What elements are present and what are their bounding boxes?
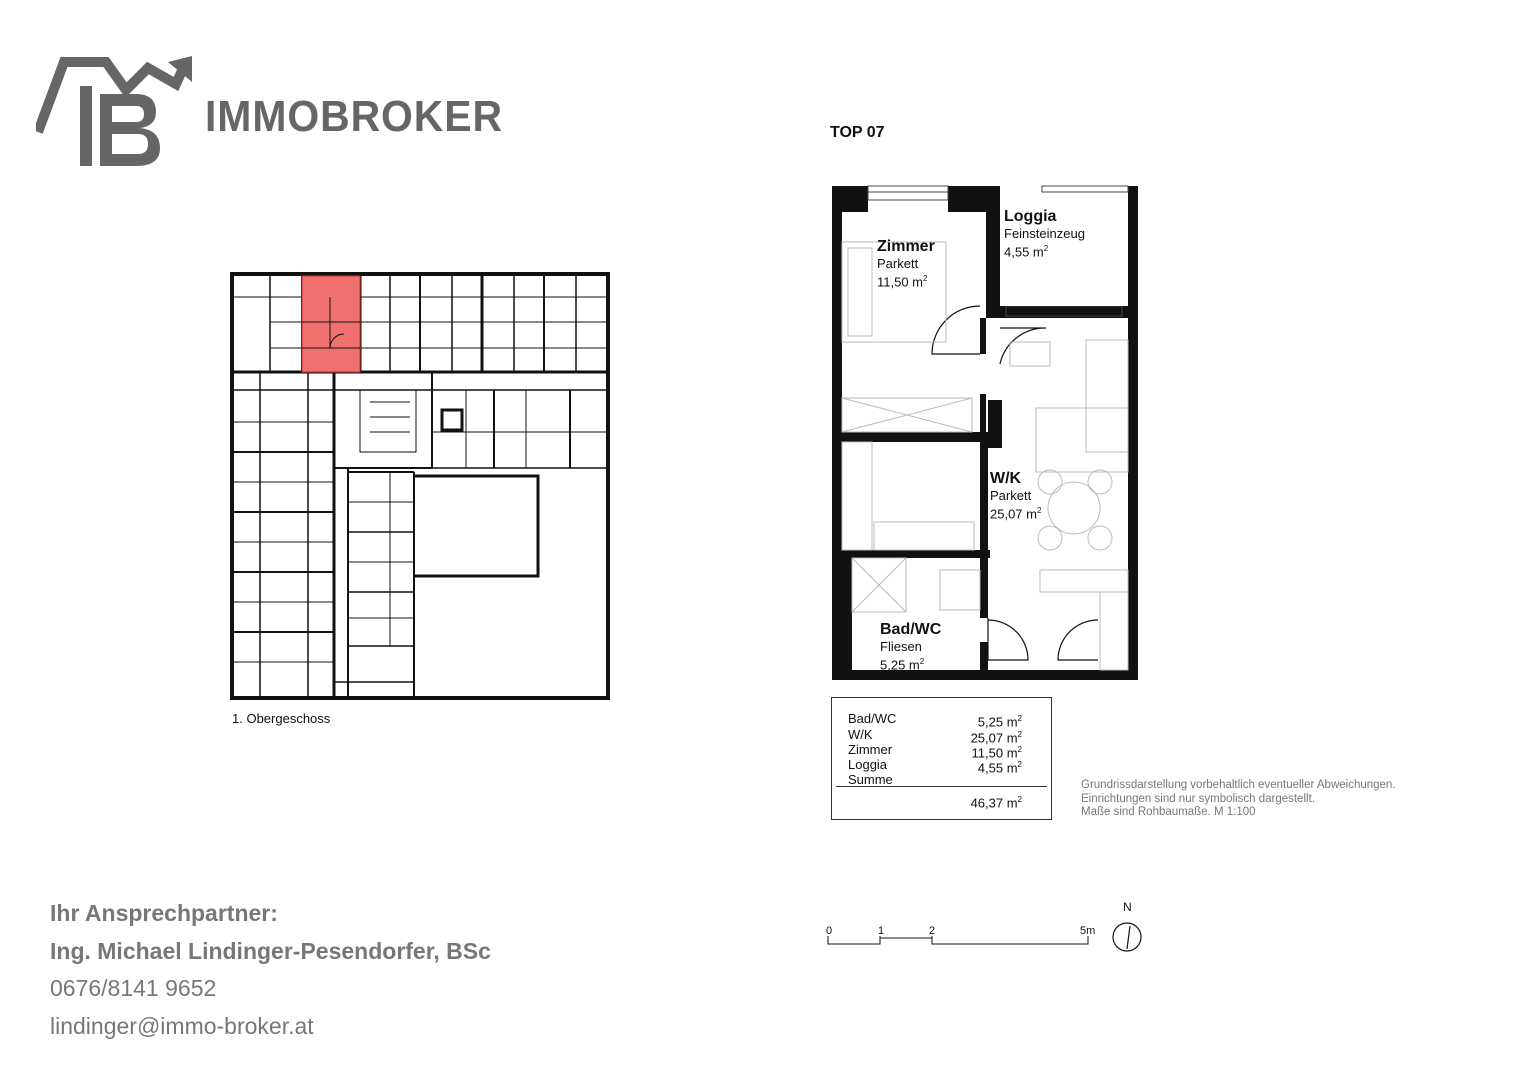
area-table: Bad/WC 5,25 $m^2$ W/K 25,07 $m^2$ Zimmer 11,50 $m^2$ Loggia 4,55 $m^2$ Summe 46,37 $m^2$ (831, 697, 1052, 820)
room-loggia (1004, 208, 1085, 259)
contact-heading: Ihr Ansprechpartner: (50, 900, 278, 926)
area-row: W/K 25,07 $m^2$ (848, 727, 1022, 746)
room-bad-area: 5,25 $m^2$ (880, 657, 925, 673)
brand-name: IMMOBROKER (205, 92, 504, 141)
room-loggia-name: Loggia (1004, 208, 1057, 225)
room-bad-name: Bad/WC (880, 621, 942, 638)
contact-name: Ing. Michael Lindinger-Pesendorfer, BSc (50, 938, 491, 964)
area-row: Bad/WC 5,25 $m^2$ (848, 711, 1022, 730)
room-bad-floor: Fliesen (880, 639, 922, 654)
room-wk-floor: Parkett (990, 488, 1032, 503)
room-wk-area: 25,07 $m^2$ (990, 506, 1042, 522)
floor-label: 1. Obergeschoss (232, 711, 331, 726)
area-row: Loggia 4,55 $m^2$ (848, 757, 1022, 776)
floor-overview-plan (230, 272, 612, 702)
north-label: N (1123, 900, 1132, 914)
unit-title: TOP 07 (830, 124, 885, 141)
room-loggia-floor: Feinsteinzeug (1004, 226, 1085, 241)
north-arrow-icon (1110, 920, 1144, 954)
scale-bar (826, 934, 1096, 948)
scale-label: 2 (929, 925, 936, 937)
disclaimer-note: Grundrissdarstellung vorbehaltlich eventueller Abweichungen. Einrichtungen sind nur symbolisch dargestellt. Maße sind Rohbaumaße. M 1:100 (1081, 779, 1396, 818)
room-wk-name: W/K (990, 470, 1022, 487)
room-zimmer-area: 11,50 $m^2$ (877, 274, 928, 290)
contact-phone[interactable]: 0676/8141 9652 (50, 975, 217, 1001)
room-loggia-area: 4,55 $m^2$ (1004, 244, 1049, 260)
scale-label: 0 (826, 925, 833, 937)
room-zimmer-floor: Parkett (877, 256, 919, 271)
room-wk (990, 470, 1041, 521)
room-bad (880, 621, 941, 672)
contact-email[interactable]: lindinger@immo-broker.at (50, 1013, 314, 1039)
scale-label: 1 (878, 925, 885, 937)
unit-floor-plan (828, 182, 1140, 682)
room-zimmer (877, 238, 935, 289)
area-row: Zimmer 11,50 $m^2$ (848, 742, 1022, 761)
area-sum-label: Summe (848, 772, 893, 787)
room-zimmer-name: Zimmer (877, 238, 935, 255)
scale-label: 5m (1080, 925, 1096, 937)
area-sum-divider (836, 786, 1047, 787)
